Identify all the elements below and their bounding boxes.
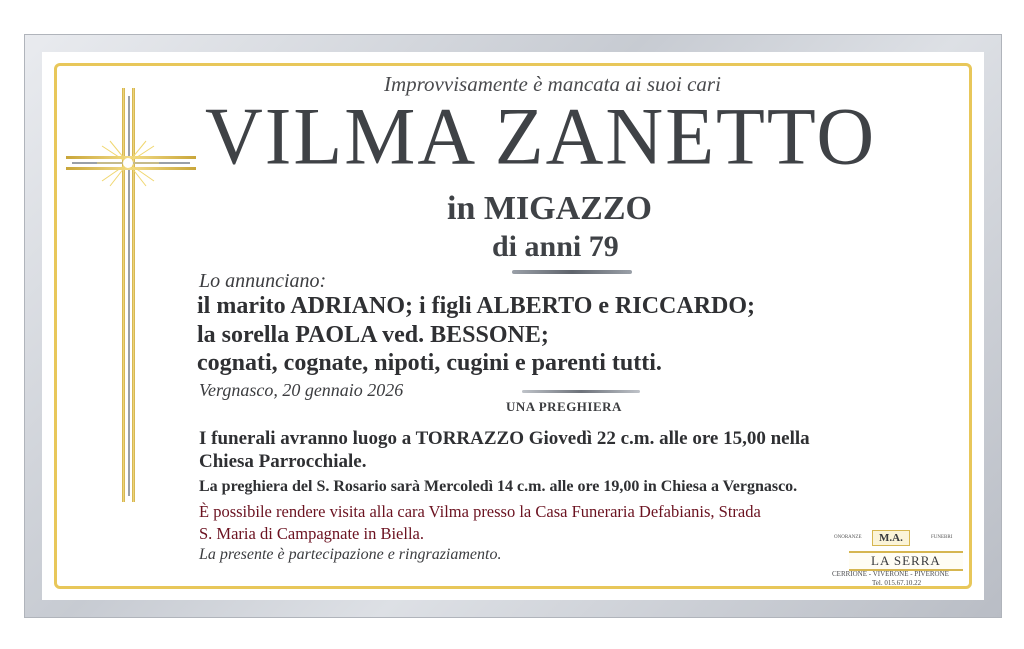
funeral-line: I funerali avranno luogo a TORRAZZO Giovedì 22 c.m. alle ore 15,00 nella bbox=[199, 428, 810, 449]
intro-line: Improvvisamente è mancata ai suoi cari bbox=[384, 72, 721, 96]
funeral-home-places: CERRIONE - VIVERONE - PIVERONE bbox=[832, 570, 949, 578]
family-line: cognati, cognate, nipoti, cugini e parenti tutti. bbox=[197, 350, 662, 376]
visit-line: È possibile rendere visita alla cara Vilma presso la Casa Funeraria Defabianis, Strada bbox=[199, 502, 761, 521]
announced-by-label: Lo annunciano: bbox=[199, 270, 327, 292]
family-line: la sorella PAOLA ved. BESSONE; bbox=[197, 322, 549, 348]
age-line: di anni 79 bbox=[492, 230, 619, 263]
divider-rule bbox=[522, 390, 640, 393]
rosary-line: La preghiera del S. Rosario sarà Mercoledì 14 c.m. alle ore 19,00 in Chiesa a Vergnasco. bbox=[199, 478, 798, 495]
closing-line: La presente è partecipazione e ringraziamento. bbox=[199, 546, 502, 563]
funeral-line: Chiesa Parrocchiale. bbox=[199, 451, 367, 472]
divider-rule bbox=[512, 270, 632, 274]
married-name: in MIGAZZO bbox=[447, 190, 652, 227]
prayer-heading: UNA PREGHIERA bbox=[506, 399, 622, 414]
place-date: Vergnasco, 20 gennaio 2026 bbox=[199, 380, 404, 400]
funeral-home-phone: Tel. 015.67.10.22 bbox=[872, 579, 922, 587]
funeral-home-onoranze: ONORANZE bbox=[834, 535, 862, 540]
gold-cross-icon bbox=[62, 86, 202, 506]
funeral-home-name: LA SERRA bbox=[849, 551, 963, 571]
family-line: il marito ADRIANO; i figli ALBERTO e RICCARDO; bbox=[197, 293, 756, 319]
deceased-name: VILMA ZANETTO bbox=[205, 92, 877, 182]
funeral-home-monogram: M.A. bbox=[872, 530, 910, 546]
funeral-home-funebri: FUNEBRI bbox=[931, 535, 953, 540]
visit-line: S. Maria di Campagnate in Biella. bbox=[199, 524, 424, 543]
